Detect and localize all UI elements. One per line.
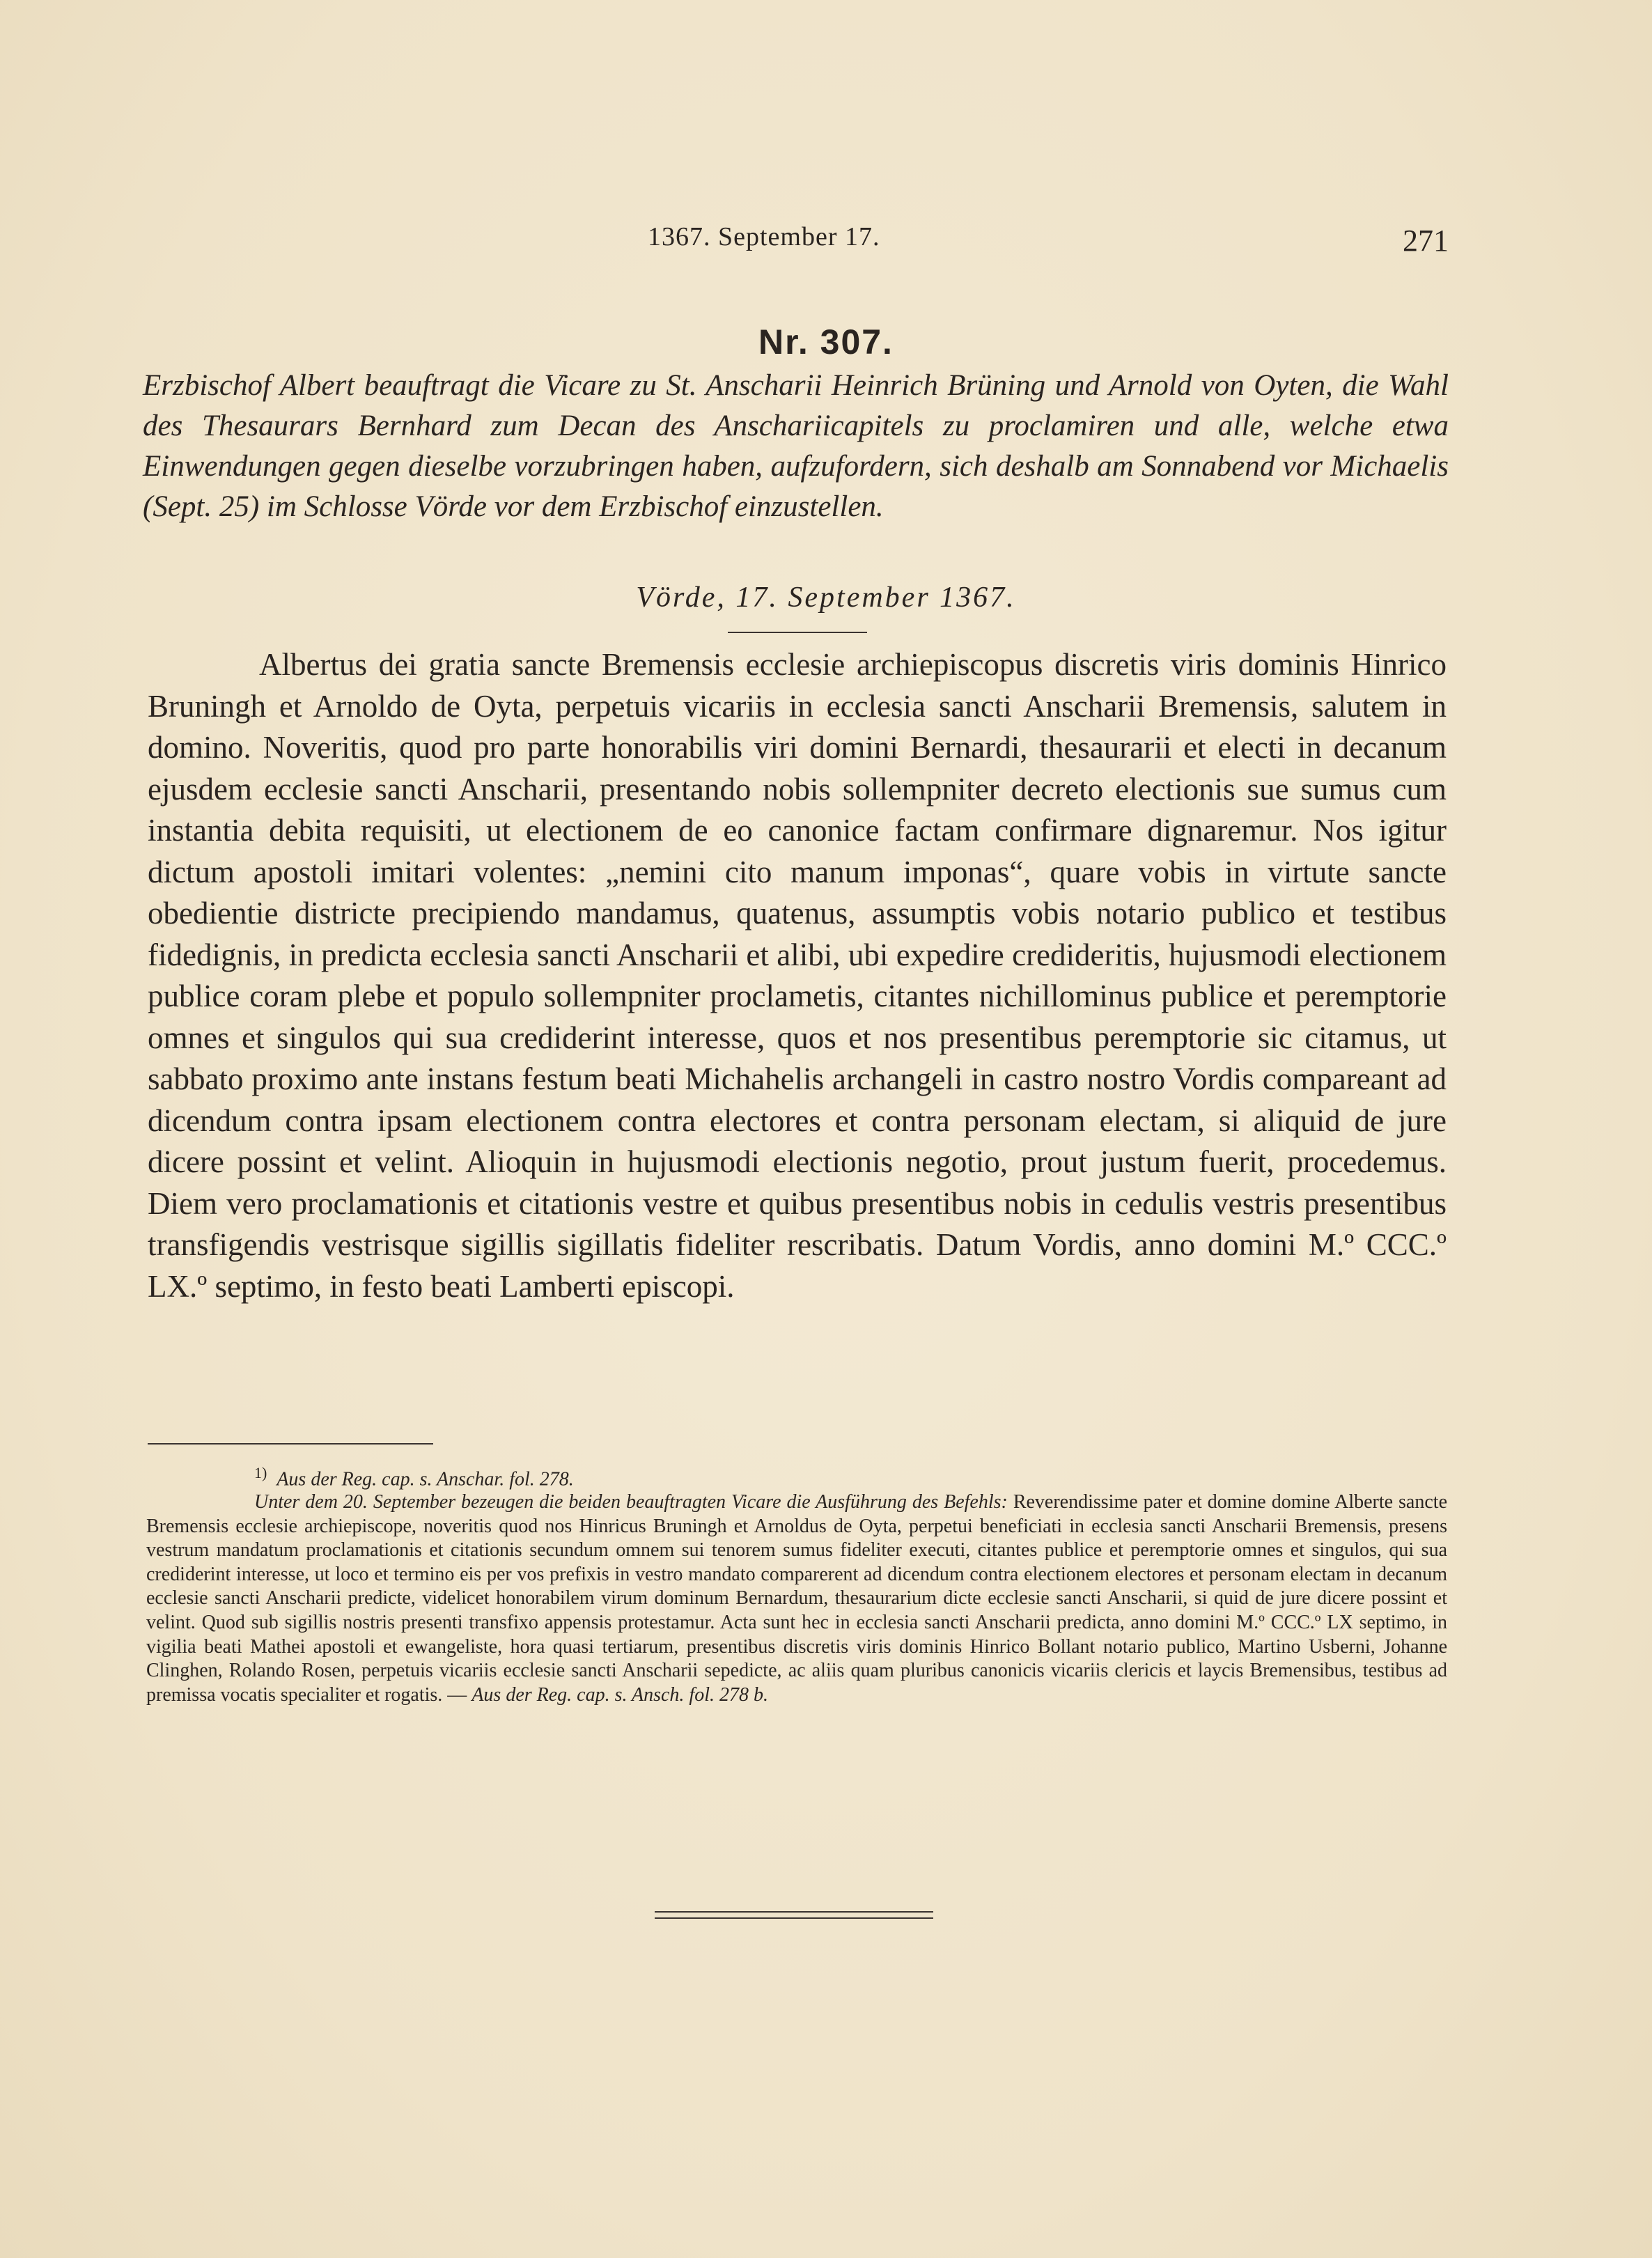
end-double-rule xyxy=(655,1911,933,1919)
footnote-2 xyxy=(146,1490,1447,1707)
footnote-2-intro: Unter dem 20. September bezeugen die beiden beauftragten Vicare die Ausführung des Befehls: xyxy=(254,1491,1008,1513)
section-divider xyxy=(728,632,867,633)
regest-summary xyxy=(143,366,1449,527)
footnote-rule xyxy=(148,1443,433,1445)
regest-text: Erzbischof Albert beauftragt die Vicare zu St. Anscharii Heinrich Brüning und Arnold von Oyten, die Wahl des Thesaurars Bernhard zum Decan des Anschariicapitels zu proclamiren und alle, welche etwa Einwendungen gegen dieselbe vorzubringen haben, aufzufordern, sich deshalb am Sonnabend vor Michaelis (Sept. 25) im Schlosse Vörde vor dem Erzbischof einzustellen. xyxy=(143,369,1449,523)
place-date: Vörde, 17. September 1367. xyxy=(636,582,1016,614)
document-number: Nr. 307. xyxy=(758,322,894,361)
footnote-1 xyxy=(254,1464,574,1490)
footnote-1-text: Aus der Reg. cap. s. Anschar. fol. 278. xyxy=(276,1468,574,1490)
running-head-date: 1367. September 17. xyxy=(648,222,880,251)
footnote-2-source: Aus der Reg. cap. s. Ansch. fol. 278 b. xyxy=(472,1683,768,1706)
running-head xyxy=(139,221,1449,263)
charter-text: Albertus dei gratia sancte Bremensis ecclesie archiepiscopus discretis viris dominis Hinrico Bruningh et Arnoldo de Oyta, perpetuis vicariis in ecclesia sancti Anscharii Bremensis, salutem in domino. Noveritis, quod pro parte honorabilis viri domini Bernardi, thesaurarii et electi in decanum ejusdem ecclesie sancti Anscharii, presentando nobis sollempniter decreto electionis sue sumus cum instantia debita requisiti, ut electionem de eo canonice factam confirmare dignaremur. Nos igitur dictum apostoli imitari volentes: „nemini cito manum imponas“, quare vobis in virtute sancte obedientie districte precipiendo mandamus, quatenus, assumptis vobis notario publico et testibus fidedignis, in predicta ecclesia sancti Anscharii et alibi, ubi expedire credideritis, hujusmodi electionem publice coram plebe et populo sollempniter proclametis, citantes nichillominus publice et peremptorie omnes et singulos qui sua crediderint interesse, quos et nos presentibus peremptorie sic citamus, ut sabbato proximo ante instans festum beati Michahelis archangeli in castro nostro Vordis compareant ad dicendum contra ipsam electionem contra electores et contra personam electam, si aliquid de jure dicere possint et velint. Alioquin in hujusmodi electionis negotio, prout justum fuerit, procedemus. Diem vero proclamationis et citationis vestre et quibus presentibus nobis in cedulis vestris presentibus transfigendis vestrisque sigillis sigillatis fideliter rescribatis. Datum Vordis, anno domini M.º CCC.º LX.º septimo, in festo beati Lamberti episcopi. xyxy=(148,647,1447,1304)
footnote-2-text: Reverendissime pater et domine domine Alberte sancte Bremensis ecclesie archiepiscope, noveritis quod nos Hinricus Bruningh et Arnoldus de Oyta, perpetui beneficiati in ecclesia sancti Anscharii Bremensis, presens vestrum mandatum proclamationis et citationis secundum omnem sui tenorem sumus fideliter executi, citantes publice et peremptorie omnes et singulos, qui sua crediderint interesse, ut loco et termino eis per vos prefixis in vestro mandato comparerent ad dicendum contra electionem electores et personam electam in decanum ecclesie sancti Anscharii predicte, videlicet honorabilem virum dominum Bernardum, thesaurarium dicte ecclesie sancti Anscharii, si quid de jure dicere possint et velint. Quod sub sigillis nostris presenti transfixo appensis protestamur. Acta sunt hec in ecclesia sancti Anscharii predicta, anno domini M.º CCC.º LX septimo, in vigilia beati Mathei apostoli et ewangeliste, hora quasi tertiarum, presentibus discretis viris dominis Hinrico Bollant notario publico, Martino Usberni, Johanne Clinghen, Rolando Rosen, perpetuis vicariis ecclesie sancti Anscharii sepedicte, ac aliis quam pluribus canonicis vicariis clericis et laycis Bremensibus, testibus ad premissa vocatis specialiter et rogatis. — xyxy=(146,1491,1447,1706)
footnote-mark: 1) xyxy=(254,1464,267,1481)
page-number: 271 xyxy=(1403,224,1449,258)
